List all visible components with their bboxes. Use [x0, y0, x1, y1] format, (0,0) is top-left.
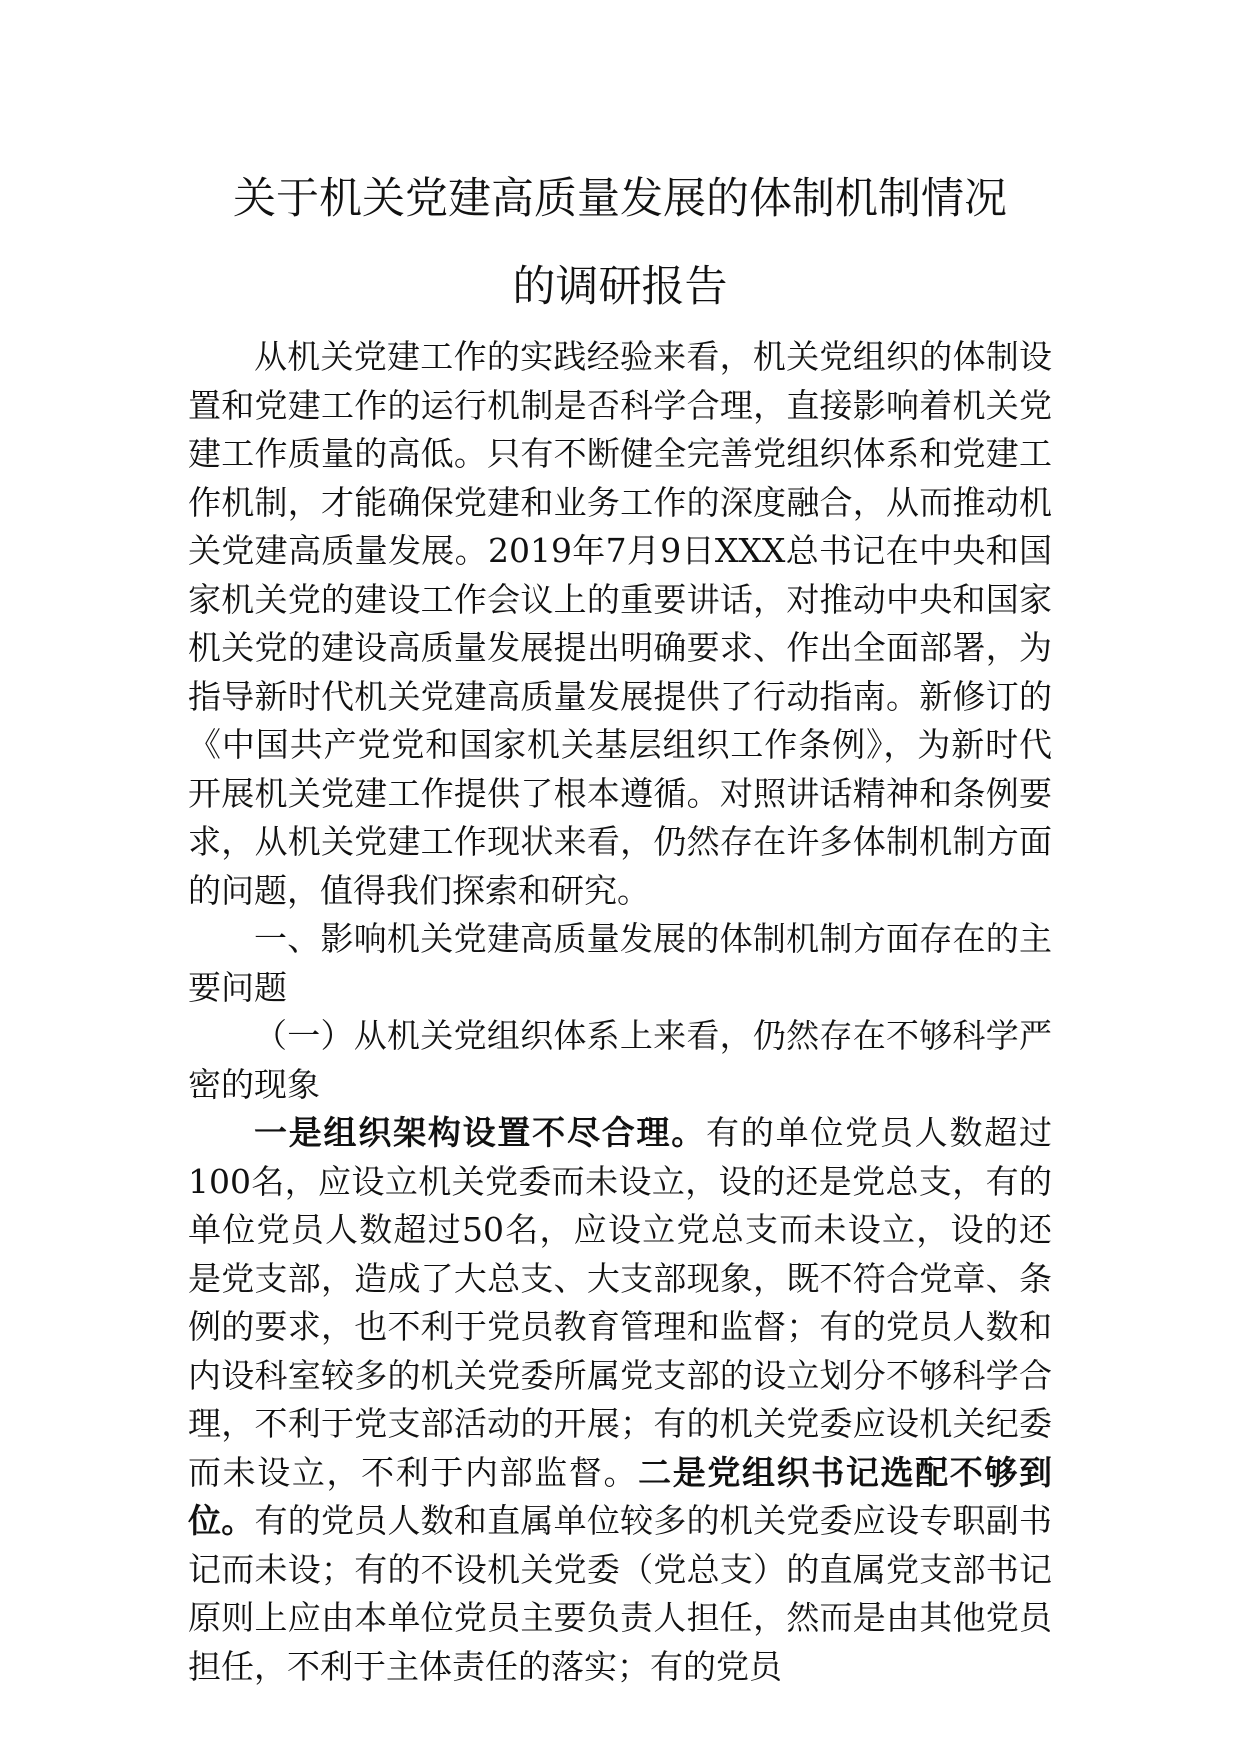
issue-1-heading: 一是组织架构设置不尽合理。 [254, 1113, 707, 1152]
intro-paragraph: 从机关党建工作的实践经验来看，机关党组织的体制设置和党建工作的运行机制是否科学合理，直接影响着机关党建工作质量的高低。只有不断健全完善党组织体系和党建工作机制，才能确保党建和业务工作的深度融合，从而推动机关党建高质量发展。2019年7月9日XXX总书记在中央和国家机关党的建设工作会议上的重要讲话，对推动中央和国家机关党的建设高质量发展提出明确要求、作出全面部署，为指导新时代机关党建高质量发展提供了行动指南。新修订的《中国共产党党和国家机关基层组织工作条例》，为新时代开展机关党建工作提供了根本遵循。对照讲话精神和条例要求，从机关党建工作现状来看，仍然存在许多体制机制方面的问题，值得我们探索和研究。 [188, 337, 1052, 910]
section-heading-1: 一、影响机关党建高质量发展的体制机制方面存在的主要问题 [188, 919, 1052, 1007]
issue-1-text: 有的单位党员人数超过100名，应设立机关党委而未设立，设的还是党总支，有的单位党员人数超过50名，应设立党总支而未设立，设的还是党支部，造成了大总支、大支部现象，既不符合党章、条例的要求，也不利于党员教育管理和监督；有的党员人数和内设科室较多的机关党委所属党支部的设立划分不够科学合理，不利于党支部活动的开展；有的机关党委应设机关纪委而未设立，不利于内部监督。 [188, 1113, 1053, 1492]
document-body [188, 333, 1052, 1691]
document-title [188, 155, 1052, 331]
issue-2-heading: 二是党组织书记选配不够到位。 [188, 1452, 1052, 1540]
issue-2-text: 有的党员人数和直属单位较多的机关党委应设专职副书记而未设；有的不设机关党委（党总支）的直属党支部书记原则上应由本单位党员主要负责人担任，然而是由其他党员担任，不利于主体责任的落实；有的党员 [188, 1501, 1053, 1686]
title-line-1: 关于机关党建高质量发展的体制机制情况 [233, 174, 1007, 224]
subsection-heading-1: （一）从机关党组织体系上来看，仍然存在不够科学严密的现象 [188, 1016, 1052, 1104]
issues-paragraph [188, 1109, 1052, 1691]
title-line-2: 的调研报告 [512, 262, 728, 312]
